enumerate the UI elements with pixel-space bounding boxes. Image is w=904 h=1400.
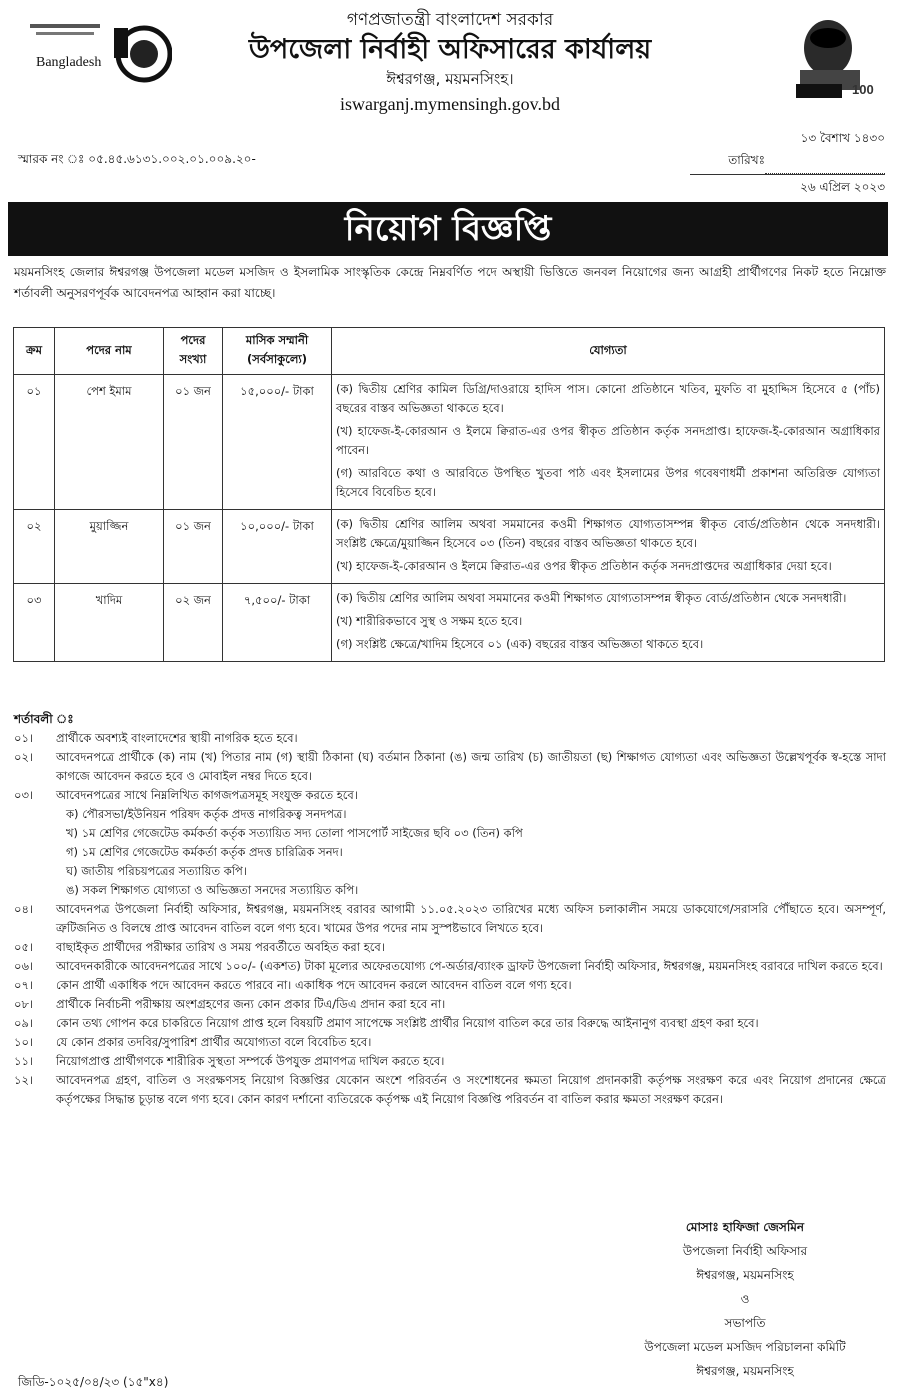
term-text: যে কোন প্রকার তদবির/সুপারিশ প্রার্থীর অযোগ্যতা বলে বিবেচিত হবে। xyxy=(56,1035,372,1049)
row-post: খাদিম xyxy=(55,584,164,662)
term-number: ১০। xyxy=(14,1035,34,1049)
term-number: ০৮। xyxy=(14,997,34,1011)
memo-date xyxy=(690,130,885,199)
terms-title: শর্তাবলী ঃ xyxy=(14,712,74,726)
term-item xyxy=(14,748,886,786)
col-post: পদের নাম xyxy=(55,328,164,375)
logo-left-caption: Bangladesh xyxy=(36,55,102,70)
row-salary: ১৫,০০০/- টাকা xyxy=(223,375,332,510)
table-row xyxy=(14,510,885,584)
document-item: ঘ) জাতীয় পরিচয়পত্রের সত্যায়িত কপি। xyxy=(66,864,247,878)
table-header-row xyxy=(14,328,885,375)
term-text: নিয়োগপ্রাপ্ত প্রার্থীগণকে শারীরিক সুস্থতা সম্পর্কে উপযুক্ত প্রমাণপত্র দাখিল করতে হবে। xyxy=(56,1054,445,1068)
term-text: বাছাইকৃত প্রার্থীদের পরীক্ষার তারিখ ও সময় পরবর্তীতে অবহিত করা হবে। xyxy=(56,940,385,954)
signatory-place: ঈশ্বরগঞ্জ, ময়মনসিংহ xyxy=(696,1268,794,1282)
signatory-designation: উপজেলা নির্বাহী অফিসার xyxy=(682,1244,808,1258)
col-serial: ক্রম xyxy=(14,328,55,375)
signatory-and: ও xyxy=(740,1292,750,1306)
office-heading xyxy=(180,8,720,118)
qualification-item: (গ) সংশ্লিষ্ট ক্ষেত্রে/খাদিম হিসেবে ০১ (এক) বছরের বাস্তব অভিজ্ঞতা থাকতে হবে। xyxy=(336,637,704,651)
term-item xyxy=(14,957,886,976)
bangladesh-50-logo xyxy=(22,18,172,88)
row-serial: ০২ xyxy=(14,510,55,584)
row-count: ০২ জন xyxy=(164,584,223,662)
term-text: প্রার্থীকে অবশ্যই বাংলাদেশের স্থায়ী নাগরিক হতে হবে। xyxy=(56,731,298,745)
document-item: গ) ১ম শ্রেণির গেজেটেড কর্মকর্তা কর্তৃক প্রদত্ত চারিত্রিক সনদ। xyxy=(66,845,343,859)
row-salary: ৭,৫০০/- টাকা xyxy=(223,584,332,662)
table-row xyxy=(14,375,885,510)
term-number: ০৯। xyxy=(14,1016,34,1030)
signatory-name: মোসাঃ হাফিজা জেসমিন xyxy=(685,1220,805,1234)
date-bangla: ১৩ বৈশাখ ১৪৩০ xyxy=(800,131,885,145)
document-item: ক) পৌরসভা/ইউনিয়ন পরিষদ কর্তৃক প্রদত্ত নাগরিকত্ব সনদপত্র। xyxy=(66,807,347,821)
document-item: ঙ) সকল শিক্ষাগত যোগ্যতা ও অভিজ্ঞতা সনদের সত্যায়িত কপি। xyxy=(66,883,359,897)
term-number: ০১। xyxy=(14,731,34,745)
term-item xyxy=(14,786,886,805)
term-text: আবেদনকারীকে আবেদনপত্রের সাথে ১০০/- (একশত) টাকা মূল্যের অফেরতযোগ্য পে-অর্ডার/ব্যাংক ড্রাফট উপজেলা নির্বাহী অফিসার, ঈশ্বরগঞ্জ, ময়মনসিংহ বরাবরে দাখিল করতে হবে। xyxy=(56,959,883,973)
term-item xyxy=(14,995,886,1014)
term-number: ০৪। xyxy=(14,902,34,916)
term-number: ০৫। xyxy=(14,940,34,954)
qualification-item: (গ) আরবিতে কথা ও আরবিতে উপস্থিত খুতবা পাঠ এবং ইসলামের উপর গবেষণাধর্মী প্রকাশনা অতিরিক্ত যোগ্যতা হিসেবে বিবেচিত হবে। xyxy=(336,466,880,499)
gd-code: জিডি-১০২৫/০৪/২৩ (১৫"x৪) xyxy=(18,1375,169,1389)
term-item xyxy=(14,1014,886,1033)
signature-block xyxy=(600,1215,890,1383)
row-count: ০১ জন xyxy=(164,510,223,584)
qualification-item: (খ) হাফেজ-ই-কোরআন ও ইলমে ক্বিরাত-এর ওপর স্বীকৃত প্রতিষ্ঠান কর্তৃক সনদপ্রাপ্তদের অগ্রাধিকার দেয়া হবে। xyxy=(336,559,832,573)
term-item xyxy=(14,900,886,938)
term-item xyxy=(14,729,886,748)
signatory-place-2: ঈশ্বরগঞ্জ, ময়মনসিংহ xyxy=(696,1364,794,1378)
term-number: ১১। xyxy=(14,1054,34,1068)
term-number: ০৭। xyxy=(14,978,34,992)
term-text: আবেদনপত্র গ্রহণ, বাতিল ও সংরক্ষণসহ নিয়োগ বিজ্ঞপ্তির যেকোন অংশে পরিবর্তন ও সংশোধনের ক্ষমতা নিয়োগ প্রদানকারী কর্তৃপক্ষ সংরক্ষণ করে এবং নিয়োগ প্রদানের ক্ষেত্রে কর্তৃপক্ষের সিদ্ধান্ত চূড়ান্ত বলে গণ্য হবে। কোন কারণ দর্শানো ব্যতিরেকে কর্তৃপক্ষ এই নিয়োগ বিজ্ঞপ্তি পরিবর্তন বা বাতিল করার ক্ষমতা সংরক্ষণ করেন। xyxy=(56,1073,886,1106)
signatory-committee: উপজেলা মডেল মসজিদ পরিচালনা কমিটি xyxy=(644,1340,846,1354)
logo-right-caption: 100 xyxy=(852,82,874,97)
qualification-item: (ক) দ্বিতীয় শ্রেণির আলিম অথবা সমমানের কওমী শিক্ষাগত যোগ্যতাসম্পন্ন স্বীকৃত বোর্ড/প্রতিষ্ঠান থেকে সনদধারী। xyxy=(336,591,847,605)
row-salary: ১০,০০০/- টাকা xyxy=(223,510,332,584)
office-location: ঈশ্বরগঞ্জ, ময়মনসিংহ। xyxy=(386,70,514,88)
term-text: কোন প্রার্থী একাধিক পদে আবেদন করতে পারবে না। একাধিক পদে আবেদন করলে আবেদন বাতিল বলে গণ্য হবে। xyxy=(56,978,572,992)
row-post: পেশ ইমাম xyxy=(55,375,164,510)
col-qualification: যোগ্যতা xyxy=(332,328,885,375)
notice-title: নিয়োগ বিজ্ঞপ্তি xyxy=(8,202,888,256)
mujib-100-logo xyxy=(786,14,886,104)
term-number: ০২। xyxy=(14,750,34,764)
row-qualifications xyxy=(332,375,885,510)
document-item: খ) ১ম শ্রেণির গেজেটেড কর্মকর্তা কর্তৃক সত্যায়িত সদ্য তোলা পাসপোর্ট সাইজের ছবি ০৩ (তিন) কপি xyxy=(66,826,523,840)
vacancy-table xyxy=(13,327,885,662)
term-item xyxy=(14,1071,886,1109)
office-name: উপজেলা নির্বাহী অফিসারের কার্যালয় xyxy=(248,34,652,65)
term-number: ০৩। xyxy=(14,788,34,802)
term-item xyxy=(14,938,886,957)
qualification-item: (ক) দ্বিতীয় শ্রেণির আলিম অথবা সমমানের কওমী শিক্ষাগত যোগ্যতাসম্পন্ন স্বীকৃত বোর্ড/প্রতিষ্ঠান থেকে সনদধারী। সংশ্লিষ্ট ক্ষেত্রে/মুয়াজ্জিন হিসেবে ০৩ (তিন) বছরের বাস্তব অভিজ্ঞতা থাকতে হবে। xyxy=(336,517,880,550)
term-item xyxy=(14,1033,886,1052)
term-text: কোন তথ্য গোপন করে চাকরিতে নিয়োগ প্রাপ্ত হলে বিষয়টি প্রমাণ সাপেক্ষে সংশ্লিষ্ট প্রার্থীর নিয়োগ বাতিল করে তার বিরুদ্ধে আইনানুগ ব্যবস্থা গ্রহণ করা হবে। xyxy=(56,1016,759,1030)
govt-line: গণপ্রজাতন্ত্রী বাংলাদেশ সরকার xyxy=(346,10,554,30)
col-salary: মাসিক সম্মানী (সর্বসাকুল্যে) xyxy=(223,328,332,375)
memo-reference: স্মারক নং ঃ ০৫.৪৫.৬১৩১.০০২.০১.০০৯.২০- xyxy=(18,152,256,166)
term-text: আবেদনপত্র উপজেলা নির্বাহী অফিসার, ঈশ্বরগঞ্জ, ময়মনসিংহ বরাবর আগামী ১১.০৫.২০২৩ তারিখের মধ্যে অফিস চলাকালীন সময়ে ডাকযোগে/সরাসরি পৌঁছাতে হবে। অসম্পূর্ণ, ত্রুটিজনিত ও বিলম্বে প্রাপ্ত আবেদন বাতিল বলে গণ্য হবে। খামের উপর পদের নাম সুস্পষ্টভাবে লিখতে হবে। xyxy=(56,902,886,935)
term-text: আবেদনপত্রে প্রার্থীকে (ক) নাম (খ) পিতার নাম (গ) স্থায়ী ঠিকানা (ঘ) বর্তমান ঠিকানা (ঙ) জন্ম তারিখ (চ) জাতীয়তা (ছ) শিক্ষাগত যোগ্যতা এবং অভিজ্ঞতা উল্লেখপূর্বক স্ব-হস্তে সাদা কাগজে আবেদন করতে হবে ও মোবাইল নম্বর দিতে হবে। xyxy=(56,750,886,783)
terms-section xyxy=(14,710,886,1109)
intro-paragraph: ময়মনসিংহ জেলার ঈশ্বরগঞ্জ উপজেলা মডেল মসজিদ ও ইসলামিক সাংস্কৃতিক কেন্দ্রে নিম্নবর্ণিত পদে অস্থায়ী ভিত্তিতে জনবল নিয়োগের জন্য আগ্রহী প্রার্থীগণের নিকট হতে নিম্নোক্ত শর্তাবলী অনুসরণপূর্বক আবেদনপত্র আহ্বান করা যাচ্ছে। xyxy=(14,265,886,300)
signatory-role: সভাপতি xyxy=(724,1316,766,1330)
row-serial: ০১ xyxy=(14,375,55,510)
table-row xyxy=(14,584,885,662)
row-serial: ০৩ xyxy=(14,584,55,662)
qualification-item: (ক) দ্বিতীয় শ্রেণির কামিল ডিগ্রি/দাওরায়ে হাদিস পাস। কোনো প্রতিষ্ঠানে খতিব, মুফতি বা মুহাদ্দিস হিসেবে ৫ (পাঁচ) বছরের বাস্তব অভিজ্ঞতা থাকতে হবে। xyxy=(336,382,880,415)
website-link[interactable]: iswarganj.mymensingh.gov.bd xyxy=(340,94,560,114)
date-label: তারিখঃ xyxy=(728,153,765,167)
letterhead xyxy=(0,0,904,200)
term-number: ০৬। xyxy=(14,959,34,973)
qualification-item: (খ) হাফেজ-ই-কোরআন ও ইলমে ক্বিরাত-এর ওপর স্বীকৃত প্রতিষ্ঠান কর্তৃক সনদপ্রাপ্ত। হাফেজ-ই-কোরআন অগ্রাধিকার পাবেন। xyxy=(336,424,880,457)
row-count: ০১ জন xyxy=(164,375,223,510)
term-number: ১২। xyxy=(14,1073,34,1087)
date-english: ২৬ এপ্রিল ২০২৩ xyxy=(690,174,885,199)
term-text: প্রার্থীকে নির্বাচনী পরীক্ষায় অংশগ্রহণের জন্য কোন প্রকার টিএ/ডিএ প্রদান করা হবে না। xyxy=(56,997,446,1011)
qualification-item: (খ) শারীরিকভাবে সুস্থ ও সক্ষম হতে হবে। xyxy=(336,614,523,628)
row-post: মুয়াজ্জিন xyxy=(55,510,164,584)
term-text: আবেদনপত্রের সাথে নিম্নলিখিত কাগজপত্রসমূহ সংযুক্ত করতে হবে। xyxy=(56,788,358,802)
term-item xyxy=(14,1052,886,1071)
row-qualifications xyxy=(332,510,885,584)
col-count: পদের সংখ্যা xyxy=(164,328,223,375)
row-qualifications xyxy=(332,584,885,662)
term-item xyxy=(14,976,886,995)
